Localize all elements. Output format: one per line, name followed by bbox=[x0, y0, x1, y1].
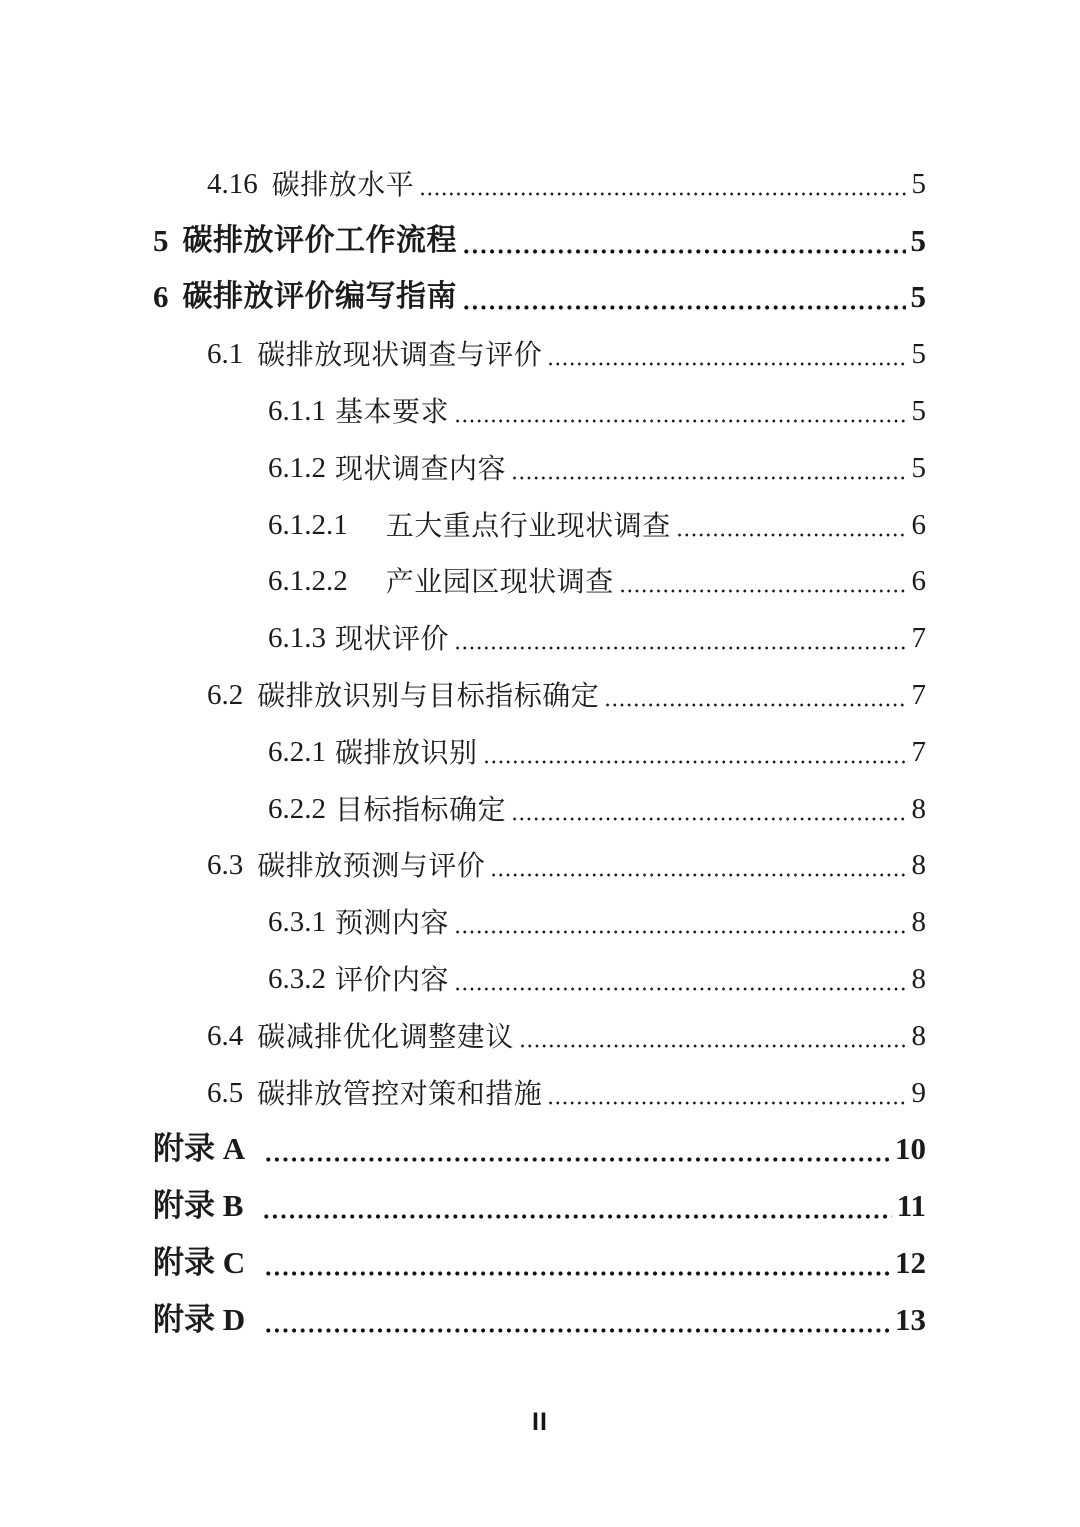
toc-entry-title: 产业园区现状调查 bbox=[385, 566, 614, 598]
toc-entry-page: 8 bbox=[911, 962, 926, 995]
toc-entry bbox=[0, 1291, 1080, 1348]
toc-entry bbox=[0, 1007, 1080, 1064]
dot-leader bbox=[604, 702, 906, 708]
toc-entry-page: 7 bbox=[911, 622, 926, 655]
dot-leader bbox=[454, 986, 906, 992]
dot-leader bbox=[264, 1156, 890, 1163]
toc-entry-page: 6 bbox=[911, 565, 926, 598]
toc-entry-page: 5 bbox=[911, 451, 926, 484]
toc-entry-page: 7 bbox=[911, 735, 926, 768]
toc-entry-title: 五大重点行业现状调查 bbox=[385, 509, 671, 541]
toc-entry-page: 7 bbox=[911, 678, 926, 711]
dot-leader bbox=[547, 1100, 906, 1106]
toc-entry-title: 现状调查内容 bbox=[335, 452, 507, 484]
dot-leader bbox=[462, 304, 906, 311]
dot-leader bbox=[511, 475, 906, 481]
toc-entry-number: 附录 A bbox=[153, 1131, 246, 1167]
toc-entry-number: 6.1.2 bbox=[268, 451, 326, 484]
dot-leader bbox=[454, 929, 906, 935]
page-number: II bbox=[532, 1408, 548, 1436]
toc-entry-title: 现状评价 bbox=[335, 623, 450, 655]
dot-leader bbox=[264, 1327, 890, 1334]
toc-entry-number: 6.1.1 bbox=[268, 394, 326, 427]
toc-entry-number: 附录 C bbox=[153, 1244, 246, 1280]
toc-entry-page: 8 bbox=[911, 792, 926, 825]
dot-leader bbox=[490, 872, 906, 878]
dot-leader bbox=[619, 588, 907, 594]
toc-entry bbox=[0, 666, 1080, 723]
toc-entry-title: 预测内容 bbox=[335, 907, 450, 939]
toc-entry-number: 6.1.2.2 bbox=[268, 565, 348, 598]
toc-entry bbox=[0, 950, 1080, 1007]
dot-leader bbox=[547, 361, 906, 367]
toc-entry-title: 碳排放识别 bbox=[335, 736, 478, 768]
toc-entry-title: 碳排放水平 bbox=[271, 168, 415, 200]
toc-entry bbox=[0, 155, 1080, 212]
dot-leader bbox=[454, 645, 906, 651]
dot-leader bbox=[483, 759, 907, 765]
toc-entry-page: 8 bbox=[911, 1019, 926, 1052]
toc-entry bbox=[0, 893, 1080, 950]
toc-entry-number: 6.3.1 bbox=[268, 906, 326, 939]
dot-leader bbox=[462, 248, 906, 255]
toc-entry-page: 5 bbox=[911, 338, 926, 371]
toc-entry-page: 5 bbox=[911, 167, 926, 200]
toc-entry-number: 6.2 bbox=[207, 678, 244, 711]
toc-entry bbox=[0, 1177, 1080, 1234]
toc-entry-number: 6.1 bbox=[207, 338, 244, 371]
dot-leader bbox=[419, 191, 906, 197]
toc-entry-number: 5 bbox=[153, 222, 169, 258]
toc-entry-number: 6.3 bbox=[207, 849, 244, 882]
toc-entry-page: 12 bbox=[895, 1244, 926, 1280]
dot-leader bbox=[519, 1043, 907, 1049]
toc-entry-page: 5 bbox=[910, 279, 926, 315]
toc-entry-page: 5 bbox=[910, 222, 926, 258]
toc-entry-page: 11 bbox=[896, 1188, 926, 1224]
dot-leader bbox=[676, 532, 907, 538]
toc-entry-number: 6.2.1 bbox=[268, 735, 326, 768]
toc-entry-title: 碳排放现状调查与评价 bbox=[257, 339, 543, 371]
toc-entry-page: 13 bbox=[895, 1301, 926, 1337]
toc-entry-title: 碳排放评价工作流程 bbox=[182, 223, 457, 257]
toc-entry-page: 9 bbox=[911, 1076, 926, 1109]
toc-entry bbox=[0, 1064, 1080, 1121]
toc-entry-page: 10 bbox=[895, 1131, 926, 1167]
toc-entry bbox=[0, 780, 1080, 837]
toc-entry-page: 8 bbox=[911, 849, 926, 882]
toc-entry bbox=[0, 382, 1080, 439]
toc-entry bbox=[0, 723, 1080, 780]
toc-entry bbox=[0, 1234, 1080, 1291]
dot-leader bbox=[454, 418, 906, 424]
toc-entry-number: 6 bbox=[153, 279, 169, 315]
dot-leader bbox=[511, 816, 906, 822]
toc-entry bbox=[0, 553, 1080, 610]
toc-entry bbox=[0, 496, 1080, 553]
toc-entry-title: 碳减排优化调整建议 bbox=[257, 1020, 514, 1052]
toc-entry bbox=[0, 212, 1080, 269]
toc-entry-number: 附录 D bbox=[153, 1301, 246, 1337]
toc-entry bbox=[0, 609, 1080, 666]
toc-entry-page: 6 bbox=[911, 508, 926, 541]
toc-entry-title: 目标指标确定 bbox=[335, 793, 507, 825]
toc-entry-number: 4.16 bbox=[207, 167, 258, 200]
toc-entry-page: 8 bbox=[911, 906, 926, 939]
toc-entry bbox=[0, 269, 1080, 326]
toc-entry-title: 碳排放评价编写指南 bbox=[182, 280, 457, 314]
toc-entry-number: 6.5 bbox=[207, 1076, 244, 1109]
toc-entry bbox=[0, 837, 1080, 894]
table-of-contents bbox=[0, 155, 1080, 1348]
dot-leader bbox=[264, 1270, 890, 1277]
toc-entry bbox=[0, 439, 1080, 496]
toc-entry-title: 基本要求 bbox=[335, 395, 450, 427]
toc-entry-number: 6.1.2.1 bbox=[268, 508, 348, 541]
toc-entry-number: 6.2.2 bbox=[268, 792, 326, 825]
toc-entry bbox=[0, 1121, 1080, 1178]
toc-entry-title: 评价内容 bbox=[335, 963, 450, 995]
toc-entry-number: 6.1.3 bbox=[268, 622, 326, 655]
dot-leader bbox=[262, 1213, 891, 1220]
toc-entry-title: 碳排放识别与目标指标确定 bbox=[257, 679, 600, 711]
toc-entry-page: 5 bbox=[911, 394, 926, 427]
toc-entry-number: 6.3.2 bbox=[268, 962, 326, 995]
toc-entry-number: 附录 B bbox=[153, 1188, 244, 1224]
toc-entry bbox=[0, 325, 1080, 382]
toc-entry-title: 碳排放管控对策和措施 bbox=[257, 1077, 543, 1109]
toc-entry-number: 6.4 bbox=[207, 1019, 244, 1052]
toc-entry-title: 碳排放预测与评价 bbox=[257, 850, 486, 882]
